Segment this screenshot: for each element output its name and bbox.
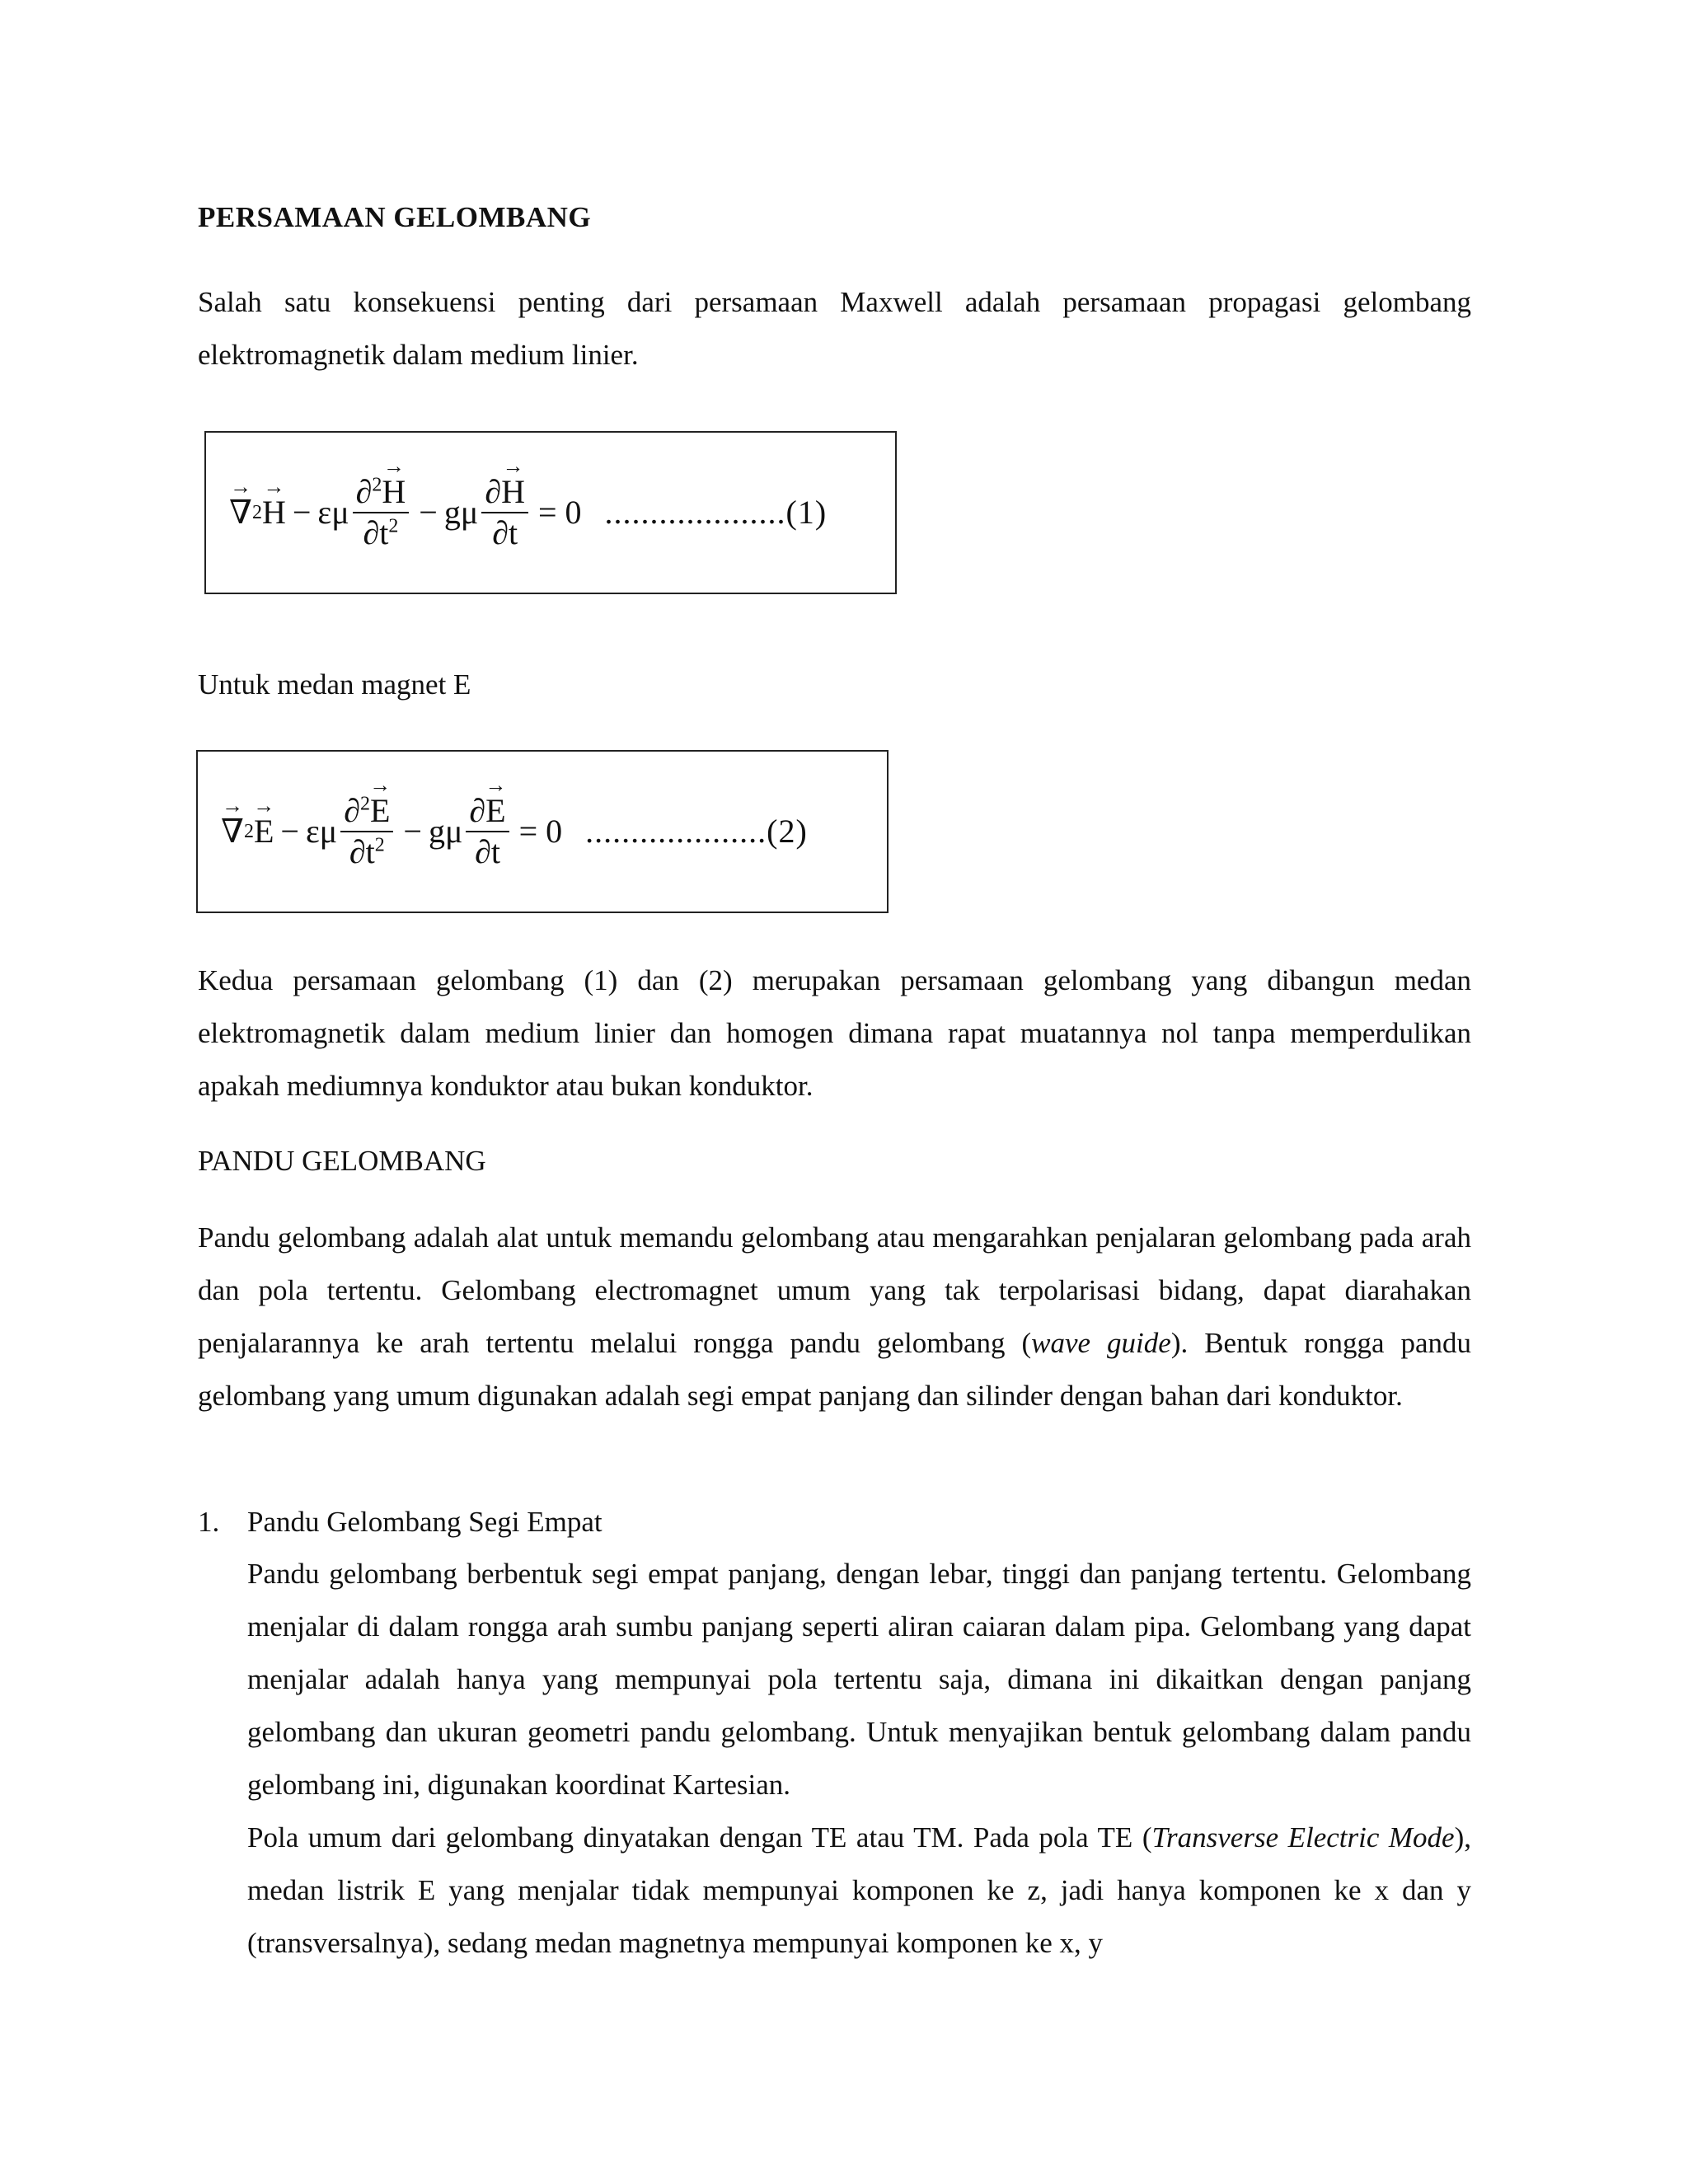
eq2-num-2-partial: ∂ (469, 792, 486, 829)
eq1-coefficient-2: gμ (443, 494, 479, 531)
eq1-number: ....................(1) (604, 494, 828, 531)
eq2-den-1: ∂t (349, 833, 375, 870)
eq1-equals: = 0 (537, 494, 582, 531)
list-item-1-paragraph-2-text-1: Pola umum dari gelombang dinyatakan dengan TE atau TM. Pada pola TE ( (247, 1821, 1152, 1854)
eq2-number: ....................(2) (585, 813, 808, 850)
equation-2-box (196, 750, 889, 913)
equation-1-box (204, 431, 897, 594)
list-item-1-paragraph-2-text-2: ), medan listrik E yang menjalar tidak mempunyai komponen ke z, jadi hanya komponen ke x dan y (transversalnya), sedang medan magnetnya mempunyai komponen ke x, y (247, 1821, 1471, 1959)
eq2-fraction-1: $\frac{\partial^2\to E}{\partial t^2}$ (340, 794, 393, 869)
eq2-num-2-field: → E (485, 794, 505, 827)
eq1-fraction-1: $\frac{\partial^2\to H}{\partial t^2}$ (353, 476, 410, 550)
list-item-1-number: 1. (198, 1506, 220, 1538)
eq2-den-2: ∂t (475, 833, 500, 870)
list-item-1-paragraph-1: Pandu gelombang berbentuk segi empat panjang, dengan lebar, tinggi dan panjang tertentu. Gelombang menjalar di dalam rongga arah sumbu panjang seperti aliran caiaran dalam pipa. Gelombang yang dapat menjalar adalah hanya yang mempunyai pola tertentu saja, dimana ini dikaitkan dengan panjang gelombang dan ukuran geometri pandu gelombang. Untuk menyajikan bentuk gelombang dalam pandu gelombang ini, digunakan koordinat Kartesian. (247, 1558, 1471, 1801)
eq1-num-1-partial: ∂ (355, 473, 373, 510)
eq1-minus-2: − (419, 494, 438, 531)
eq2-fraction-2 (466, 794, 509, 869)
eq1-num-2-field: → H (501, 476, 525, 509)
section-heading-pandu: PANDU GELOMBANG (198, 1145, 486, 1177)
list-item-1-title: Pandu Gelombang Segi Empat (247, 1506, 603, 1538)
list-item-1-paragraph-2-italic: Transverse Electric Mode (1151, 1821, 1455, 1854)
magnet-label: Untuk medan magnet E (198, 668, 471, 701)
document-title: PERSAMAAN GELOMBANG (198, 201, 592, 233)
eq2-coefficient-1: εμ (305, 813, 338, 850)
list-item-1-paragraph-2 (247, 1811, 1471, 1970)
equation-1: → ∇ 2 → H − εμ $\frac{\partial^2\to H}{\partial t^2}$ − gμ $\frac{\partial\to H}{\partial t}$ = 0 ....................(1) (229, 476, 827, 550)
paragraph-pandu-text-1: Pandu gelombang adalah alat untuk memandu gelombang atau mengarahkan penjalaran gelombang pada arah dan pola tertentu. Gelombang electromagnet umum yang tak terpolarisasi bidang, dapat diarahakan penjalarannya ke arah tertentu melalui rongga pandu gelombang ( (198, 1221, 1471, 1359)
eq1-den-1: ∂t (363, 514, 389, 551)
paragraph-kedua: Kedua persamaan gelombang (1) dan (2) merupakan persamaan gelombang yang dibangun medan elektromagnetik dalam medium linier dan homogen dimana rapat muatannya nol tanpa memperdulikan apakah mediumnya konduktor atau bukan konduktor. (198, 964, 1471, 1102)
eq2-coefficient-2: gμ (428, 813, 463, 850)
eq2-nabla: → ∇ (221, 815, 244, 848)
paragraph-pandu-italic: wave guide (1031, 1327, 1171, 1359)
eq2-minus-1: − (280, 813, 299, 850)
eq2-field: → E (254, 815, 274, 848)
eq2-equals: = 0 (518, 813, 563, 850)
equation-2: → ∇ 2 → E − εμ $\frac{\partial^2\to E}{\partial t^2}$ − gμ $\frac{\partial\to E}{\partial t}$ = 0 ....................(2) (221, 794, 808, 869)
eq1-minus-1: − (292, 494, 312, 531)
eq1-field: → H (262, 496, 286, 529)
eq1-fraction-2 (481, 473, 528, 551)
intro-paragraph: Salah satu konsekuensi penting dari persamaan Maxwell adalah persamaan propagasi gelombang elektromagnetik dalam medium linier. (198, 286, 1471, 371)
eq1-coefficient-1: εμ (317, 494, 349, 531)
eq2-num-1-partial: ∂ (344, 792, 360, 829)
eq1-den-2: ∂t (492, 514, 518, 551)
eq2-num-1-field: → E (370, 794, 390, 827)
eq2-minus-2: − (403, 813, 422, 850)
eq1-nabla: → ∇ (229, 496, 252, 529)
paragraph-pandu (198, 1212, 1471, 1422)
eq1-num-2-partial: ∂ (485, 473, 502, 510)
eq1-num-1-field: → H (382, 476, 406, 509)
paragraph-pandu-text-2: ). Bentuk rongga pandu gelombang yang umum digunakan adalah segi empat panjang dan silinder dengan bahan dari konduktor. (198, 1327, 1471, 1412)
